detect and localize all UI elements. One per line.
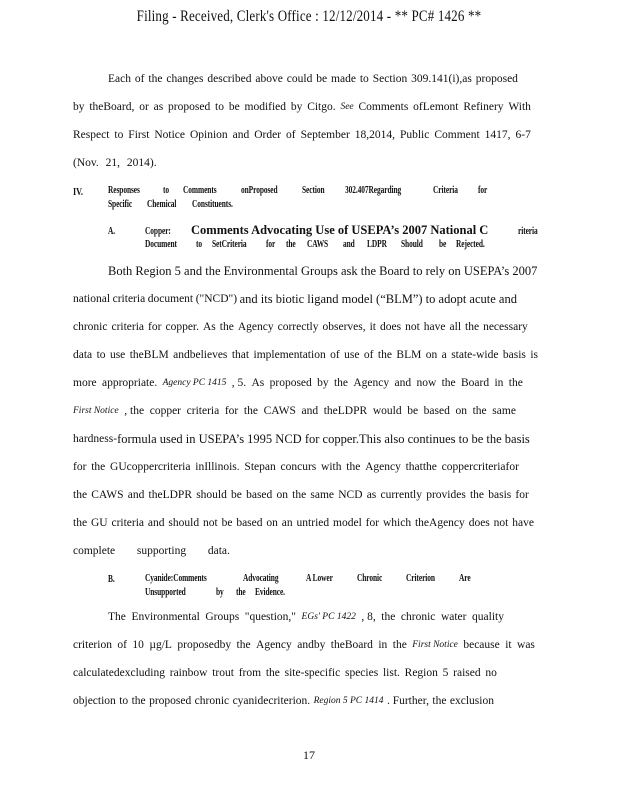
para2-line-3: chronic criteria for copper. As the Agency correctly observes, it does not have all the necessary [73, 321, 528, 333]
para2-line-4: data to use theBLM andbelieves that implementation of use of the BLM on a state-wide basis is [73, 349, 538, 361]
para2-line-5: more appropriate. Agency PC 1415 , 5. As proposed by the Agency and now the Board in the [73, 377, 523, 389]
para3-line-4: objection to the proposed chronic cyanidecriterion. Region 5 PC 1414 . Further, the exclusion [73, 695, 494, 707]
subsection-a-letter: A. [108, 226, 116, 237]
para2-line-8: for the GUcoppercriteria inIllinois. Stepan concurs with the Agency thatthe coppercriteriafor [73, 461, 519, 473]
page-number: 17 [303, 748, 315, 762]
para2-line-7: hardness- formula used in USEPA’s 1995 NCD for copper. This also continues to be the basis [73, 432, 530, 446]
para2-line-10: the GU criteria and should not be based on an untried model for which theAgency does not have [73, 517, 534, 529]
subsection-b-heading-line-2: Unsupported by the Evidence. [145, 587, 286, 598]
para2-line-9: the CAWS and theLDPR should be based on the same NCD as currently provides the basis for [73, 489, 529, 501]
para1-line-1: Each of the changes described above could be made to Section 309.141(i),as proposed [108, 73, 518, 85]
section-iv-heading-line-1: Responses to Comments onProposed Section 302.407Regarding Criteria for [108, 185, 488, 196]
section-iv-number: IV. [73, 186, 83, 198]
para2-line-2: national criteria document ("NCD") and its biotic ligand model (“BLM”) to adopt acute and [73, 292, 517, 306]
para1-line-3: Respect to First Notice Opinion and Order of September 18,2014, Public Comment 1417, 6-7 [73, 129, 531, 141]
subsection-a-heading-line-2: Document to SetCriteria for the CAWS and LDPR Should be Rejected. [145, 239, 485, 250]
para3-line-2: criterion of 10 µg/L proposedby the Agency andby theBoard in the First Notice because it was [73, 639, 535, 651]
para2-line-1: Both Region 5 and the Environmental Groups ask the Board to rely on USEPA’s 2007 [108, 264, 538, 278]
subsection-b-letter: B. [108, 574, 115, 585]
para1-line-4: (Nov. 21, 2014). [73, 157, 157, 169]
filing-header: Filing - Received, Clerk's Office : 12/12/2014 - ** PC# 1426 ** [136, 8, 482, 25]
para3-line-1: The Environmental Groups "question," EGs' PC 1422 , 8, the chronic water quality [108, 611, 504, 623]
subsection-a-heading-line-1: Copper: Comments Advocating Use of USEPA’s 2007 National C riteria [145, 223, 538, 237]
para3-line-3: calculatedexcluding rainbow trout from the site-specific species list. Region 5 raised no [73, 667, 497, 679]
para2-line-11: complete supporting data. [73, 545, 230, 557]
para2-line-6: First Notice , the copper criteria for the CAWS and theLDPR would be based on the same [73, 405, 516, 417]
subsection-b-heading-line-1: Cyanide:Comments Advocating A Lower Chronic Criterion Are [145, 573, 471, 584]
para1-line-2: by theBoard, or as proposed to be modified by Citgo. See Comments ofLemont Refinery With [73, 101, 531, 113]
section-iv-heading-line-2: Specific Chemical Constituents. [108, 199, 234, 210]
